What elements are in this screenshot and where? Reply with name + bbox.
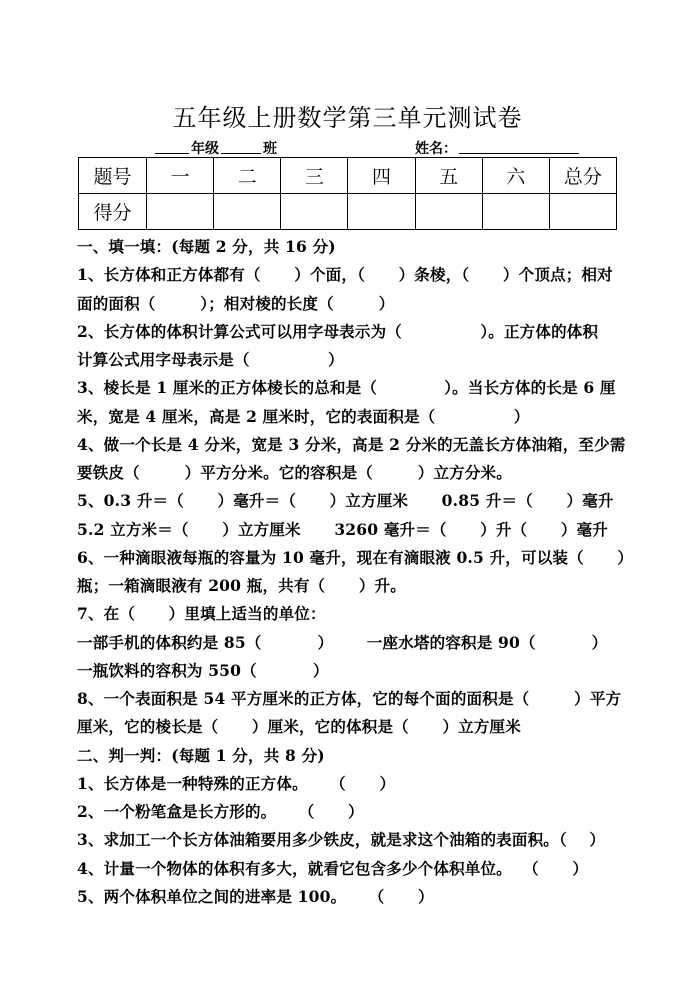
score-header-cell: 题号 (79, 158, 147, 194)
question-line: 厘米，它的棱长是（ ）厘米，它的体积是（ ）立方厘米 (77, 717, 521, 737)
question-line: 3、棱长是 1 厘米的正方体棱长的总和是（ ）。当长方体的长是 6 厘 (77, 378, 616, 398)
score-cell[interactable] (147, 194, 214, 230)
question-line: 5.2 立方米＝（ ）立方厘米 3260 毫升＝（ ）升（ ）毫升 (77, 519, 609, 539)
question-line: 6、一种滴眼液每瓶的容量为 10 毫升，现在有滴眼液 0.5 升，可以装（ ） (77, 547, 634, 567)
question-line: 一瓶饮料的容积为 550（ ） (77, 660, 329, 680)
class-label: 班 (263, 141, 277, 157)
question-line: 4、计量一个物体的体积有多大，就看它包含多少个体积单位。 （ ） (77, 858, 589, 878)
question-line: 5、0.3 升＝（ ）毫升＝（ ）立方厘米 0.85 升＝（ ）毫升 (77, 491, 614, 511)
score-row-label: 得分 (79, 194, 147, 230)
score-cell[interactable] (214, 194, 281, 230)
score-header-cell: 二 (214, 158, 281, 194)
score-header-cell: 一 (147, 158, 214, 194)
page-title: 五年级上册数学第三单元测试卷 (172, 104, 523, 132)
question-line: 1、长方体是一种特殊的正方体。 （ ） (77, 773, 396, 793)
score-table (78, 157, 617, 230)
question-line: 1、长方体和正方体都有（ ）个面，（ ）条棱，（ ）个顶点；相对 (77, 265, 613, 285)
score-cell[interactable] (348, 194, 415, 230)
score-header-cell: 总分 (549, 158, 616, 194)
name-blank[interactable] (459, 138, 579, 154)
question-line: 面的面积（ ）；相对棱的长度（ ） (77, 293, 395, 313)
score-header-cell: 五 (415, 158, 482, 194)
question-line: 米，宽是 4 厘米，高是 2 厘米时，它的表面积是（ ） (77, 406, 530, 426)
grade-blank[interactable] (155, 138, 189, 154)
question-line: 5、两个体积单位之间的进率是 100。 （ ） (77, 886, 434, 906)
section-heading-fill: 一、填一填：(每题 2 分，共 16 分) (77, 237, 336, 256)
class-blank[interactable] (221, 138, 261, 154)
score-table-score-row (79, 194, 617, 230)
score-header-cell: 三 (281, 158, 348, 194)
question-line: 计算公式用字母表示是（ ） (77, 350, 344, 369)
score-cell[interactable] (482, 194, 549, 230)
question-line: 2、一个粉笔盒是长方形的。 （ ） (77, 802, 364, 821)
score-cell[interactable] (549, 194, 616, 230)
score-header-cell: 四 (348, 158, 415, 194)
question-line: 2、长方体的体积计算公式可以用字母表示为（ ）。正方体的体积 (77, 321, 599, 341)
score-cell[interactable] (415, 194, 482, 230)
question-body (77, 233, 637, 911)
question-line: 一部手机的体积约是 85（ ） 一座水塔的容积是 90（ ） (77, 632, 608, 652)
question-line: 要铁皮（ ）平方分米。它的容积是（ ）立方分米。 (77, 463, 512, 482)
score-cell[interactable] (281, 194, 348, 230)
question-line: 7、在（ ）里填上适当的单位： (77, 604, 326, 624)
score-header-cell: 六 (482, 158, 549, 194)
question-line: 8、一个表面积是 54 平方厘米的正方体，它的每个面的面积是（ ）平方 (77, 689, 622, 708)
question-line: 4、做一个长是 4 分米，宽是 3 分米，高是 2 分米的无盖长方体油箱，至少需 (77, 434, 626, 454)
question-line: 瓶；一箱滴眼液有 200 瓶，共有（ ）升。 (77, 576, 406, 595)
name-label: 姓名： (415, 141, 457, 157)
section-heading-judge: 二、判一判：(每题 1 分，共 8 分) (77, 745, 325, 765)
question-line: 3、求加工一个长方体油箱要用多少铁皮，就是求这个油箱的表面积。（ ） (77, 830, 606, 850)
grade-label: 年级 (191, 141, 219, 157)
score-table-header-row (79, 158, 617, 194)
student-info-row (155, 138, 585, 158)
